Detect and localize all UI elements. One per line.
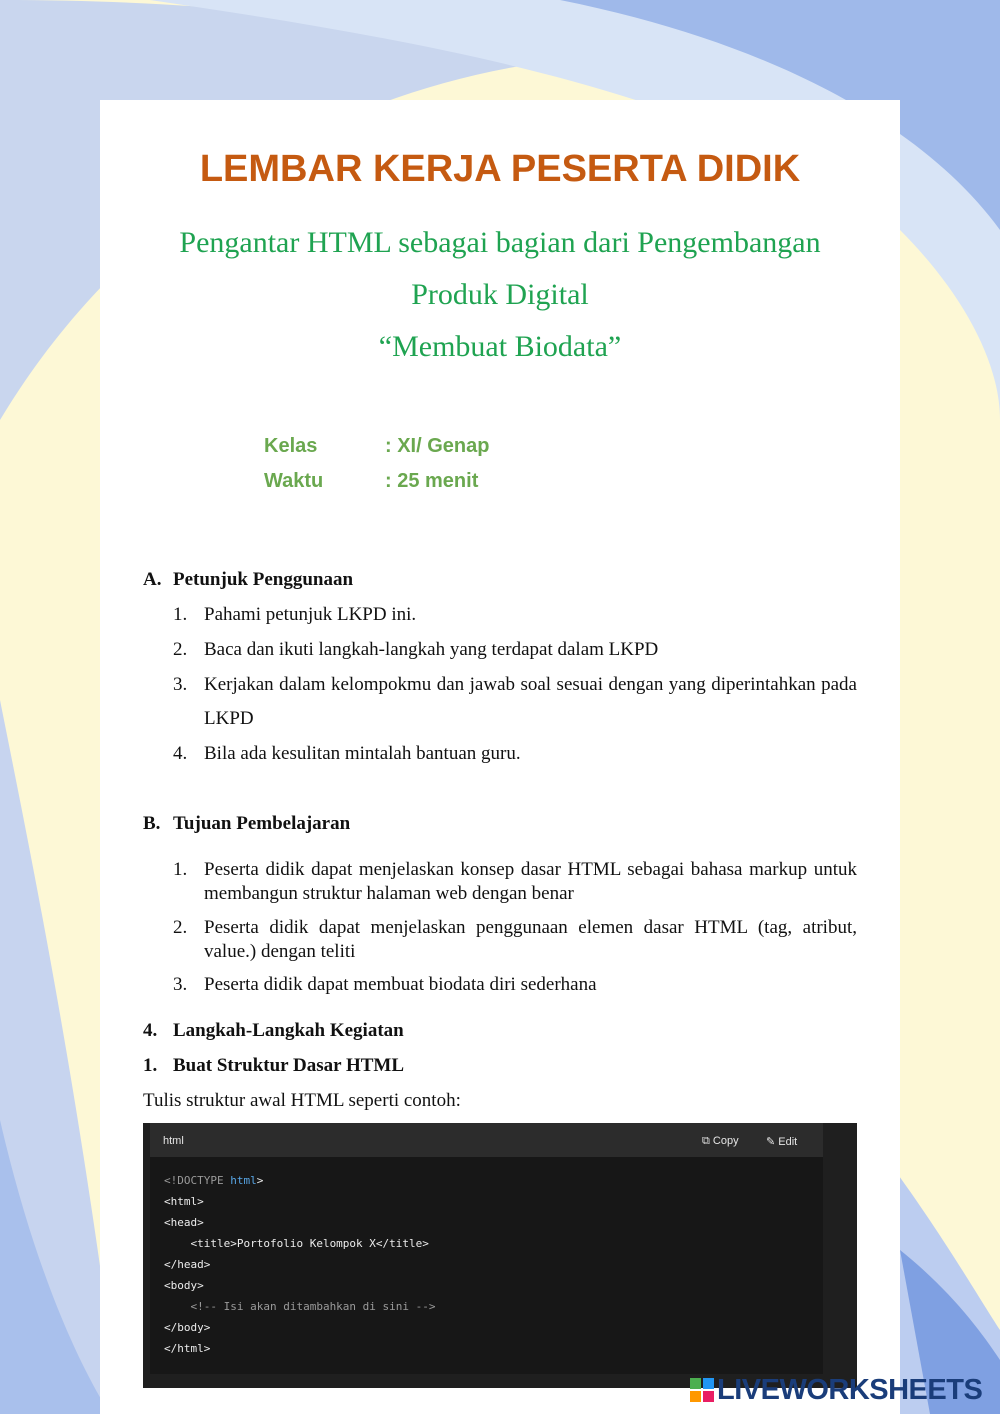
code-line: <head> [164,1216,204,1229]
subtitle-line-2: Produk Digital [411,278,589,311]
code-keyword: html [230,1174,257,1187]
meta-label: Kelas [264,435,318,457]
list-item [173,858,857,906]
code-comment: <!-- Isi akan ditambahkan di sini --> [164,1300,436,1313]
item-text: Pahami petunjuk LKPD ini. [204,604,417,625]
meta-value: : 25 menit [385,470,479,492]
pencil-icon: ✎ [766,1136,779,1148]
code-line: </body> [164,1321,211,1334]
code-line: <body> [164,1279,204,1292]
copy-label: Copy [712,1135,739,1147]
brand-name: LIVEWORKSHEETS [717,1374,983,1406]
code-line: <html> [164,1195,204,1208]
meta-kelas [264,435,489,458]
section-b-heading [143,813,350,835]
code-line: <title>Portofolio Kelompok X</title> [164,1237,429,1250]
code-block [143,1123,857,1388]
item-text: Baca dan ikuti langkah-langkah yang terdapat dalam LKPD [204,639,659,660]
item-number: 1. [173,859,188,880]
section-title: Petunjuk Penggunaan [173,569,354,590]
subtitle-line-3: “Membuat Biodata” [378,330,622,363]
section-a-heading [143,569,353,591]
code-line: </html> [164,1342,211,1355]
section-title: Tujuan Pembelajaran [173,813,351,834]
copy-button[interactable] [702,1135,739,1148]
meta-value: : XI/ Genap [385,435,490,457]
list-item [173,668,857,736]
list-item [173,974,857,996]
page-title: LEMBAR KERJA PESERTA DIDIK [199,148,801,190]
section-title: Langkah-Langkah Kegiatan [173,1020,404,1041]
item-text: Kerjakan dalam kelompokmu dan jawab soal sesuai dengan yang diperintahkan pada LKPD [204,674,857,729]
step-title: Buat Struktur Dasar HTML [173,1055,405,1076]
item-number: 3. [173,674,188,695]
item-number: 1. [173,604,188,625]
code-body [150,1157,823,1374]
item-text: Peserta didik dapat menjelaskan penggunaan elemen dasar HTML (tag, atribut, value.) dengan teliti [204,917,857,962]
item-number: 2. [173,639,188,660]
section-number: A. [143,569,162,590]
code-token: <!DOCTYPE [164,1174,231,1187]
code-line: </head> [164,1258,211,1271]
item-text: Bila ada kesulitan mintalah bantuan guru. [204,743,521,764]
section-4-heading [143,1020,404,1042]
code-line [164,1174,263,1187]
item-text: Peserta didik dapat membuat biodata diri sederhana [204,974,597,995]
list-item [173,916,857,964]
item-number: 4. [173,743,188,764]
item-text: Peserta didik dapat menjelaskan konsep dasar HTML sebagai bahasa markup untuk membangun struktur halaman web dengan benar [204,859,857,904]
item-number: 2. [173,917,188,938]
logo-blocks-icon [690,1378,714,1402]
code-line [164,1300,436,1313]
step-1-heading [143,1055,404,1077]
meta-label: Waktu [264,470,324,492]
list-item [173,639,857,661]
edit-label: Edit [778,1136,798,1148]
code-token: > [256,1174,264,1187]
code-header [150,1123,823,1157]
section-number: B. [143,813,161,834]
step-number: 1. [143,1055,158,1076]
copy-icon: ⧉ [702,1135,713,1147]
item-number: 3. [173,974,188,995]
meta-waktu [264,470,478,493]
list-item [173,743,857,765]
edit-button[interactable] [766,1135,797,1148]
instruction-text: Tulis struktur awal HTML seperti contoh: [143,1090,461,1111]
list-item [173,604,857,626]
subtitle-line-1: Pengantar HTML sebagai bagian dari Pengembangan [179,226,821,259]
section-number: 4. [143,1020,158,1041]
code-language: html [163,1135,184,1147]
